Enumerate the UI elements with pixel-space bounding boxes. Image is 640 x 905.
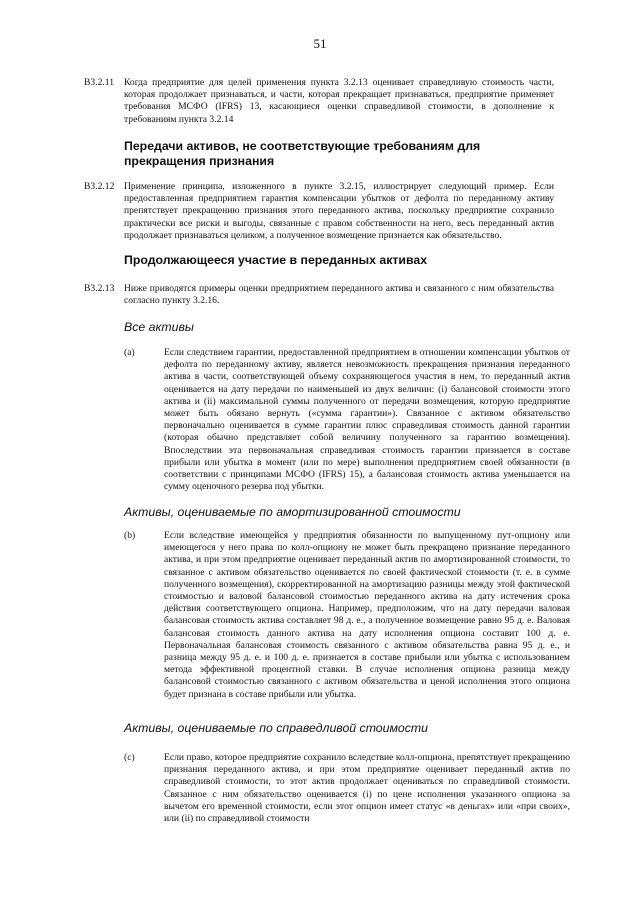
paragraph-number: В3.2.13 xyxy=(84,283,115,294)
item-text: Если следствием гарантии, предоставленной предприятием в отношении компенсации убытков от дефолта по переданному активу, является невозможность прекращения признания переданного актива в части, соответствующей объему сохраняющегося участия в нем, то переданный актив оценивается на дату передачи по наименьшей из двух величин: (i) балансовой стоимости этого актива и (ii) максимальной суммы полученного от передачи возмещения, которую предприятие может быть обязано вернуть («сумма гарантии»). Связанное с активом обязательство первоначально оценивается в сумме гарантии плюс справедливая стоимость данной гарантии (которая обычно представляет собой величину полученного за гарантию возмещения). Впоследствии эта первоначальная справедливая стоимость гарантии признается в составе прибыли или убытка в момент (или по мере) выполнения предприятием своей обязанности (в соответствии с принципами МСФО (IFRS) 15), а балансовая стоимость актива уменьшается на сумму оценочного резерва под убытки. xyxy=(164,347,570,493)
paragraph-text: Ниже приводятся примеры оценки предприятием переданного актива и связанного с ним обязательства согласно пункту 3.2.16. xyxy=(124,283,554,307)
item-label: (a) xyxy=(124,347,135,358)
list-item-a xyxy=(124,347,570,493)
item-label: (c) xyxy=(124,752,135,763)
list-item-b xyxy=(124,530,570,701)
paragraph-number: В3.2.12 xyxy=(84,181,115,192)
heading-transfers: Передачи активов, не соответствующие требованиям для прекращения признания xyxy=(124,139,481,168)
paragraph-b3-2-12 xyxy=(84,181,554,242)
paragraph-number: В3.2.11 xyxy=(84,77,115,88)
item-text: Если вследствие имеющейся у предприятия обязанности по выпущенному пут-опциону или имеющегося у него права по колл-опциону не может быть прекращено признание переданного актива, и при этом предприятие оценивает переданный актив по амортизированной стоимости, то связанное с активом обязательство оценивается по своей фактической стоимости (т. е. в сумме полученного возмещения), скорректированной на амортизацию разницы между этой фактической стоимостью и валовой балансовой стоимостью переданного актива на дату истечения срока действия соответствующего опциона. Например, предположим, что на дату передачи валовая балансовая стоимость актива составляет 98 д. е., а полученное возмещение равно 95 д. е. Валовая балансовая стоимость данного актива на дату исполнения опциона составит 100 д. е. Первоначальная балансовая стоимость связанного с активом обязательства равна 95 д. е., и разница между 95 д. е. и 100 д. е. признается в составе прибыли или убытка с использованием метода эффективной процентной ставки. В случае исполнения опциона разница между балансовой стоимостью связанного с активом обязательства и ценой исполнения этого опциона будет признана в составе прибыли или убытка. xyxy=(164,530,570,700)
heading-continuing-involvement: Продолжающееся участие в переданных активах xyxy=(124,253,428,267)
item-text: Если право, которое предприятие сохранило вследствие колл-опциона, препятствует прекращению признания переданного актива, и при этом предприятие оценивает переданный актив по справедливой стоимости, то этот актив продолжает оцениваться по справедливой стоимости. Связанное с ним обязательство оценивается (i) по цене исполнения указанного опциона за вычетом его временной стоимости, если этот опцион имеет статус «в деньгах» или «при своих», или (ii) по справедливой стоимости xyxy=(164,752,570,825)
subheading-amortised-cost: Активы, оцениваемые по амортизированной стоимости xyxy=(124,505,461,519)
list-item-c xyxy=(124,752,570,825)
paragraph-text: Когда предприятие для целей применения пункта 3.2.13 оценивает справедливую стоимость части, которая продолжает признаваться, и части, которая прекращает признаваться, предприятие применяет требования МСФО (IFRS) 13, касающиеся оценки справедливой стоимости, в дополнение к требованиям пункта 3.2.14 xyxy=(124,77,554,125)
paragraph-b3-2-11 xyxy=(84,77,554,126)
paragraph-text: Применение принципа, изложенного в пункте 3.2.15, иллюстрирует следующий пример. Если предоставленная предприятием гарантия компенсации убытков от дефолта по переданному активу препятствует прекращению признания этого переданного актива, поскольку предприятие сохранило практически все риски и выгоды, связанные с правом собственности на него, весь переданный актив продолжает признаваться целиком, а полученное возмещение признается как обязательство. xyxy=(124,181,554,241)
paragraph-b3-2-13 xyxy=(84,283,554,307)
item-label: (b) xyxy=(124,530,136,541)
page-number: 51 xyxy=(313,36,327,51)
subheading-all-assets: Все активы xyxy=(124,320,194,334)
subheading-fair-value: Активы, оцениваемые по справедливой стоимости xyxy=(124,721,428,735)
